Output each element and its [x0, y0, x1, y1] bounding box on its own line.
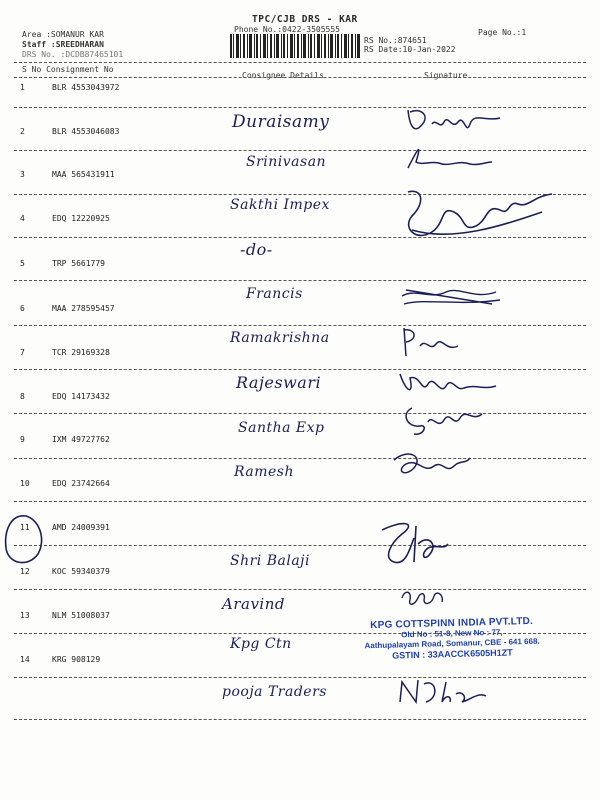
- row-number: 9: [20, 435, 25, 444]
- row-divider: [14, 589, 586, 590]
- row-number: 6: [20, 304, 25, 313]
- circle-mark-icon: [2, 510, 46, 570]
- consignment-number: EDQ 23742664: [52, 479, 110, 488]
- signature-icon: [392, 674, 492, 710]
- column-header-consignee: Consignee Details: [242, 71, 324, 80]
- signature-icon: [398, 400, 488, 440]
- row-divider: [14, 280, 586, 281]
- divider: [14, 77, 586, 78]
- area-label: Area :SOMANUR KAR: [22, 30, 104, 39]
- row-number: 7: [20, 348, 25, 357]
- consignment-number: KOC 59340379: [52, 567, 110, 576]
- row-number: 4: [20, 214, 25, 223]
- barcode-icon: [230, 34, 360, 58]
- row-number: 11: [20, 523, 30, 532]
- consignment-number: KRG 908129: [52, 655, 101, 664]
- company-stamp: [351, 615, 552, 661]
- row-divider: [14, 325, 586, 326]
- drs-number: DRS No. :DCDB87465101: [22, 50, 124, 59]
- consignee-name: Shri Balaji: [230, 553, 311, 569]
- row-number: 2: [20, 127, 25, 136]
- consignee-name: Francis: [246, 286, 303, 302]
- row-number: 3: [20, 170, 25, 179]
- row-divider: [14, 150, 586, 151]
- row-number: 10: [20, 479, 30, 488]
- signature-icon: [398, 138, 498, 178]
- row-number: 14: [20, 655, 30, 664]
- consignee-name: Sakthi Impex: [230, 197, 330, 213]
- consignment-number: TRP 5661779: [52, 259, 105, 268]
- signature-icon: [392, 182, 562, 252]
- consignment-number: AMD 24009391: [52, 523, 110, 532]
- consignment-number: BLR 4553043972: [52, 83, 120, 92]
- consignment-number: IXM 49727762: [52, 435, 110, 444]
- rs-number: RS No.:874651: [364, 36, 427, 45]
- column-header-signature: Signature: [424, 71, 468, 80]
- row-divider: [14, 677, 586, 678]
- consignment-number: MAA 565431911: [52, 170, 115, 179]
- row-number: 8: [20, 392, 25, 401]
- signature-icon: [396, 322, 466, 360]
- consignment-number: BLR 4553046083: [52, 127, 120, 136]
- consignee-name: Ramakrishna: [230, 330, 330, 346]
- row-number: 12: [20, 567, 30, 576]
- signature-icon: [372, 514, 452, 570]
- row-divider: [14, 458, 586, 459]
- consignee-name: Aravind: [222, 595, 285, 613]
- consignee-name: -do-: [240, 240, 273, 259]
- row-number: 13: [20, 611, 30, 620]
- row-divider: [14, 413, 586, 414]
- consignment-number: EDQ 14173432: [52, 392, 110, 401]
- column-header-sno: S No Consignment No: [22, 65, 114, 74]
- consignee-name: Ramesh: [234, 464, 294, 480]
- stamp-company: KPG COTTSPINN INDIA PVT.LTD.: [370, 615, 534, 632]
- consignment-number: NLM 51008037: [52, 611, 110, 620]
- stamp-address: Aathupalayam Road, Somanur, CBE - 641 668.: [364, 636, 540, 651]
- page-title: TPC/CJB DRS - KAR: [252, 14, 358, 25]
- signature-icon: [400, 100, 510, 140]
- consignment-number: TCR 29169328: [52, 348, 110, 357]
- row-divider: [14, 501, 586, 502]
- stamp-gstin: GSTIN : 33AACCK6505H1ZT: [392, 647, 513, 661]
- row-divider: [14, 545, 586, 546]
- consignee-name: Duraisamy: [232, 112, 330, 132]
- signature-icon: [398, 586, 448, 610]
- staff-label: Staff :SREEDHARAN: [22, 40, 104, 49]
- phone-number: Phone No.:0422-3505555: [234, 25, 340, 34]
- signature-icon: [396, 282, 506, 312]
- consignee-name: Santha Exp: [238, 420, 325, 436]
- consignment-number: MAA 278595457: [52, 304, 115, 313]
- signature-icon: [384, 446, 474, 486]
- row-number: 5: [20, 259, 25, 268]
- rs-date: RS Date:10-Jan-2022: [364, 45, 456, 54]
- consignee-name: Srinivasan: [246, 154, 327, 170]
- consignee-name: Rajeswari: [236, 373, 322, 392]
- consignment-number: EDQ 12220925: [52, 214, 110, 223]
- consignee-name: pooja Traders: [222, 684, 327, 700]
- page-number: Page No.:1: [478, 28, 527, 37]
- row-divider: [14, 719, 586, 720]
- divider: [14, 62, 586, 63]
- stamp-address: Old No : 51-8, New No : 77,: [401, 627, 503, 640]
- consignee-name: Kpg Ctn: [230, 636, 292, 652]
- row-number: 1: [20, 83, 25, 92]
